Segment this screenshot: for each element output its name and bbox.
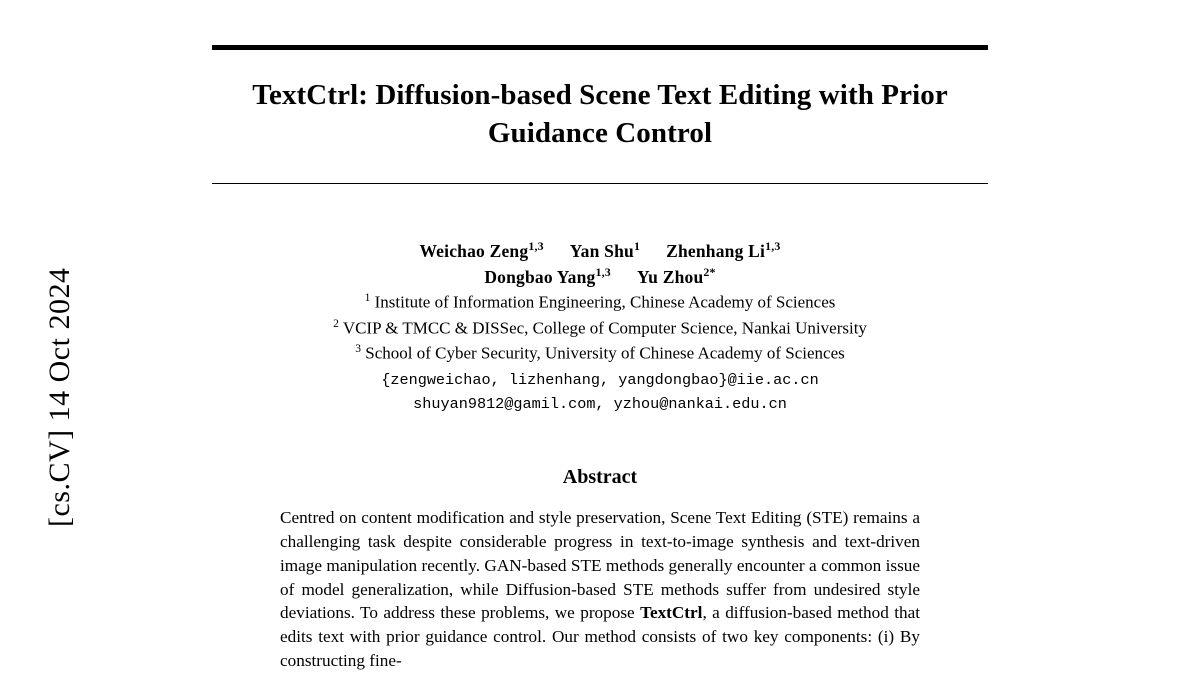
page-title: TextCtrl: Diffusion-based Scene Text Editing with Prior Guidance Control	[252, 79, 948, 150]
author-affil-marker: 1,3	[765, 239, 781, 254]
affiliation-marker: 2	[333, 316, 339, 330]
arxiv-stamp	[0, 0, 120, 648]
author-block	[212, 238, 988, 416]
affiliation-line	[212, 341, 988, 366]
affiliation-marker: 3	[355, 342, 361, 356]
title-top-rule	[212, 45, 988, 50]
affiliation-marker: 1	[364, 291, 371, 305]
author-line-1	[212, 238, 988, 264]
title-bottom-rule	[212, 183, 988, 185]
abstract-text-part-2: , a diffusion-based method that edits text with prior guidance control. Our method consists of two key components: (i) By constructing fine-	[280, 603, 920, 671]
affiliation-text: Institute of Information Engineering, Chinese Academy of Sciences	[374, 293, 836, 313]
author-affil-marker: 1,3	[528, 239, 544, 254]
author-affil-marker: 1	[633, 239, 641, 254]
abstract-text-part-1: Centred on content modification and style preservation, Scene Text Editing (STE) remains a challenging task despite considerable progress in text-to-image synthesis and text-driven image manipulation recently. GAN-based STE methods generally encounter a common issue of model generalization, while Diffusion-based STE methods suffer from undesired style deviations. To address these problems, we propose	[280, 507, 920, 623]
author-name: Yu Zhou	[636, 267, 704, 288]
affiliation-text: VCIP & TMCC & DISSec, College of Computer Science, Nankai University	[342, 318, 867, 338]
author-line-2	[212, 264, 988, 290]
author-name: Dongbao Yang	[484, 267, 596, 288]
author-name: Yan Shu	[569, 240, 634, 261]
affiliation-line	[212, 316, 988, 341]
affiliation-line	[212, 290, 988, 315]
author-name: Zhenhang Li	[666, 240, 766, 261]
arxiv-stamp-text: [cs.CV] 14 Oct 2024	[43, 267, 76, 527]
author-name: Weichao Zeng	[419, 240, 529, 261]
paper-page	[212, 0, 988, 671]
affiliation-text: School of Cyber Security, University of Chinese Academy of Sciences	[365, 344, 845, 364]
email-line: {zengweichao, lizhenhang, yangdongbao}@iie.ac.cn	[381, 370, 819, 389]
email-line: shuyan9812@gamil.com, yzhou@nankai.edu.cn	[413, 395, 787, 414]
abstract-bold-term: TextCtrl	[640, 603, 703, 623]
abstract-heading: Abstract	[562, 465, 638, 488]
author-affil-marker: 1,3	[595, 265, 611, 280]
author-affil-marker: 2*	[703, 265, 716, 280]
